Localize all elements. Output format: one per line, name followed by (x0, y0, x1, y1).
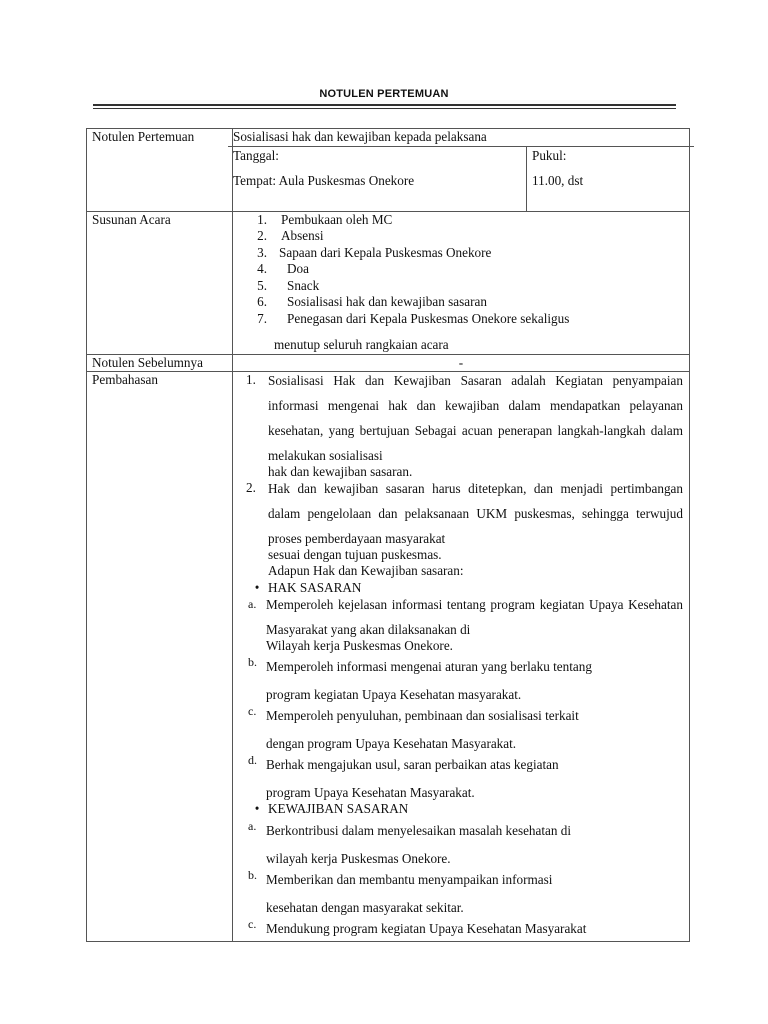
hak-heading: • HAK SASARAN (238, 580, 683, 597)
row-discussion (87, 372, 690, 942)
list-item: 1. Pembukaan oleh MC (257, 211, 393, 227)
list-item: 6. Sosialisasi hak dan kewajiban sasaran (257, 294, 487, 309)
bullet-icon: • (254, 801, 260, 816)
discussion-point-1: 1. Sosialisasi Hak dan Kewajiban Sasaran adalah Kegiatan penyampaian informasi mengenai hak dan kewajiban dalam mendapatkan pelayanan kesehatan, yang bertujuan Sebagai acuan penerapan langkah-langkah dalam melakukan sosialisasi hak dan kewajiban sasaran. (246, 372, 683, 479)
list-item: b. Memperoleh informasi mengenai aturan yang berlaku tentang program kegiatan Upaya Kesehatan masyarakat. (248, 655, 592, 702)
minutes-table (86, 128, 690, 942)
agenda-tail: menutup seluruh rangkaian acara (274, 337, 449, 352)
row-agenda (87, 211, 690, 354)
rights-intro: Adapun Hak dan Kewajiban sasaran: (268, 563, 464, 578)
list-item: c. Mendukung program kegiatan Upaya Kesehatan Masyarakat (248, 916, 587, 936)
row-discussion-label: Pembahasan (87, 372, 233, 942)
row-previous-value: - (233, 354, 690, 372)
list-item: 3. Sapaan dari Kepala Puskesmas Onekore (257, 244, 492, 260)
document-title: NOTULEN PERTEMUAN (319, 88, 449, 100)
list-item: 4. Doa (257, 261, 309, 276)
list-item: a. Memperoleh kejelasan informasi tentang program kegiatan Upaya Kesehatan Masyarakat yang akan dilaksanakan di Wilayah kerja Puskesmas Onekore. (248, 597, 683, 653)
list-item: c. Memperoleh penyuluhan, pembinaan dan sosialisasi terkait dengan program Upaya Kesehatan Masyarakat. (248, 704, 579, 751)
list-item: b. Memberikan dan membantu menyampaikan informasi kesehatan dengan masyarakat sekitar. (248, 867, 553, 915)
tempat-text: Tempat: Aula Puskesmas Onekore (233, 173, 415, 188)
list-item: 2. Absensi (257, 228, 324, 243)
row-agenda-label: Susunan Acara (87, 211, 233, 354)
pukul-value: 11.00, dst (532, 173, 584, 188)
list-item: 5. Snack (257, 277, 320, 293)
topic-value: Sosialisasi hak dan kewajiban kepada pelaksana (228, 129, 694, 147)
tanggal-label: Tanggal: (233, 147, 279, 163)
discussion-point-2: 2. Hak dan kewajiban sasaran harus ditetepkan, dan menjadi pertimbangan dalam pengelolaan dan pelaksanaan UKM puskesmas, sehingga terwujud proses pemberdayaan masyarakat sesuai dengan tujuan puskesmas. (246, 480, 683, 562)
bullet-icon: • (254, 579, 260, 595)
pukul-label: Pukul: (532, 147, 567, 163)
topic-details (228, 147, 694, 211)
kewajiban-heading: • KEWAJIBAN SASARAN (238, 801, 683, 818)
title-rule-thin (93, 108, 676, 109)
agenda-list (238, 212, 684, 328)
row-topic-label: Notulen Pertemuan (87, 129, 233, 212)
row-topic (87, 129, 690, 212)
title-rule-thick (93, 104, 676, 106)
row-previous-label: Notulen Sebelumnya (87, 354, 233, 372)
list-item: 7. Penegasan dari Kepala Puskesmas Onekore sekaligus (257, 310, 570, 326)
list-item: a. Berkontribusi dalam menyelesaikan masalah kesehatan di wilayah kerja Puskesmas Onekore. (248, 818, 572, 866)
list-item: d. Berhak mengajukan usul, saran perbaikan atas kegiatan program Upaya Kesehatan Masyarakat. (248, 753, 559, 800)
